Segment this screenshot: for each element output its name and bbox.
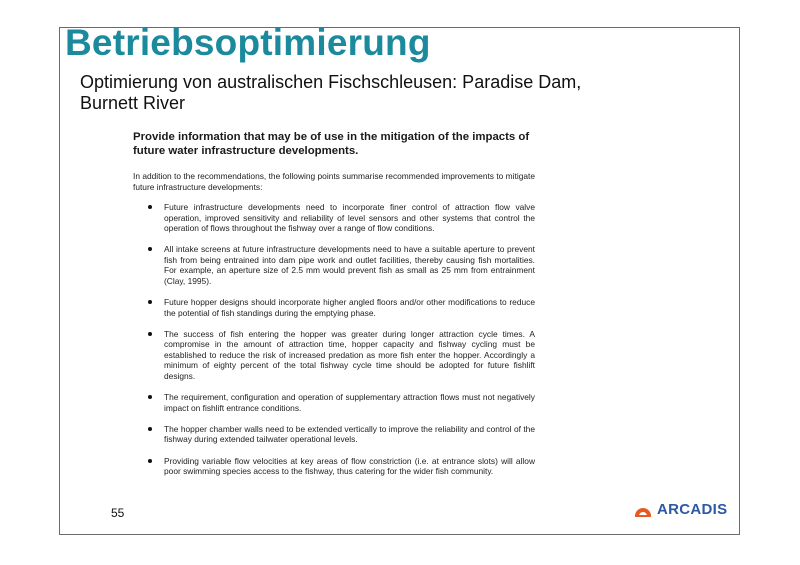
list-item — [133, 297, 535, 318]
bullet-icon — [148, 427, 152, 431]
list-item-text: All intake screens at future infrastructure developments need to have a suitable aperture to prevent fish from being entrained into dam pipe work and outlet facilities, thereby causing fish mortalities. For example, an aperture size of 2.5 mm would prevent fish as small as 25 mm from entrainment (Clay, 1995). — [164, 244, 535, 286]
document-intro: In addition to the recommendations, the following points summarise recommended improvements to mitigate future infrastructure developments: — [133, 171, 535, 192]
slide-subtitle: Optimierung von australischen Fischschleusen: Paradise Dam, Burnett River — [80, 72, 582, 113]
list-item — [133, 424, 535, 445]
bullet-icon — [148, 300, 152, 304]
list-item-text: Future hopper designs should incorporate higher angled floors and/or other modifications to reduce the potential of fish standings during the emptying phase. — [164, 297, 535, 318]
logo-text: ARCADIS — [657, 500, 728, 518]
list-item-text: Future infrastructure developments need to incorporate finer control of attraction flow valve operation, improved sensitivity and reliability of level sensors and other systems that control the operation of flows throughout the fishway over a range of flow conditions. — [164, 202, 535, 233]
bullet-icon — [148, 395, 152, 399]
list-item-text: The hopper chamber walls need to be extended vertically to improve the reliability and control of the fishway during extended tailwater operational levels. — [164, 423, 535, 445]
document-heading: Provide information that may be of use in the mitigation of the impacts of future water infrastructure developments. — [133, 131, 530, 157]
bullet-icon — [148, 332, 152, 336]
document-excerpt — [133, 130, 535, 488]
bullet-icon — [148, 247, 152, 251]
bullet-icon — [148, 205, 152, 209]
arcadis-logo — [633, 499, 727, 519]
list-item — [133, 456, 535, 477]
page-number: 55 — [111, 506, 125, 520]
arcadis-mark-icon — [633, 500, 653, 518]
list-item — [133, 244, 535, 286]
bullet-icon — [148, 459, 152, 463]
recommendation-list — [133, 202, 535, 477]
list-item — [133, 392, 535, 413]
list-item-text: The requirement, configuration and operation of supplementary attraction flows must not negatively impact on fishlift entrance conditions. — [164, 392, 535, 413]
list-item-text: Providing variable flow velocities at key areas of flow constriction (i.e. at entrance slots) will allow poor swimming species access to the fishway, thus catering for the wider fish community. — [164, 455, 535, 477]
list-item — [133, 329, 535, 382]
list-item-text: The success of fish entering the hopper was greater during longer attraction cycle times. A compromise in the amount of attraction time, hopper capacity and fishway cycling must be established to reduce the risk of increased predation as more fish enter the hopper. Accordingly a minimum of eighty percent of the total fishway cycle time should be adopted for future fishlift designs. — [164, 328, 535, 381]
slide-title: Betriebsoptimierung — [65, 22, 431, 63]
list-item — [133, 202, 535, 234]
